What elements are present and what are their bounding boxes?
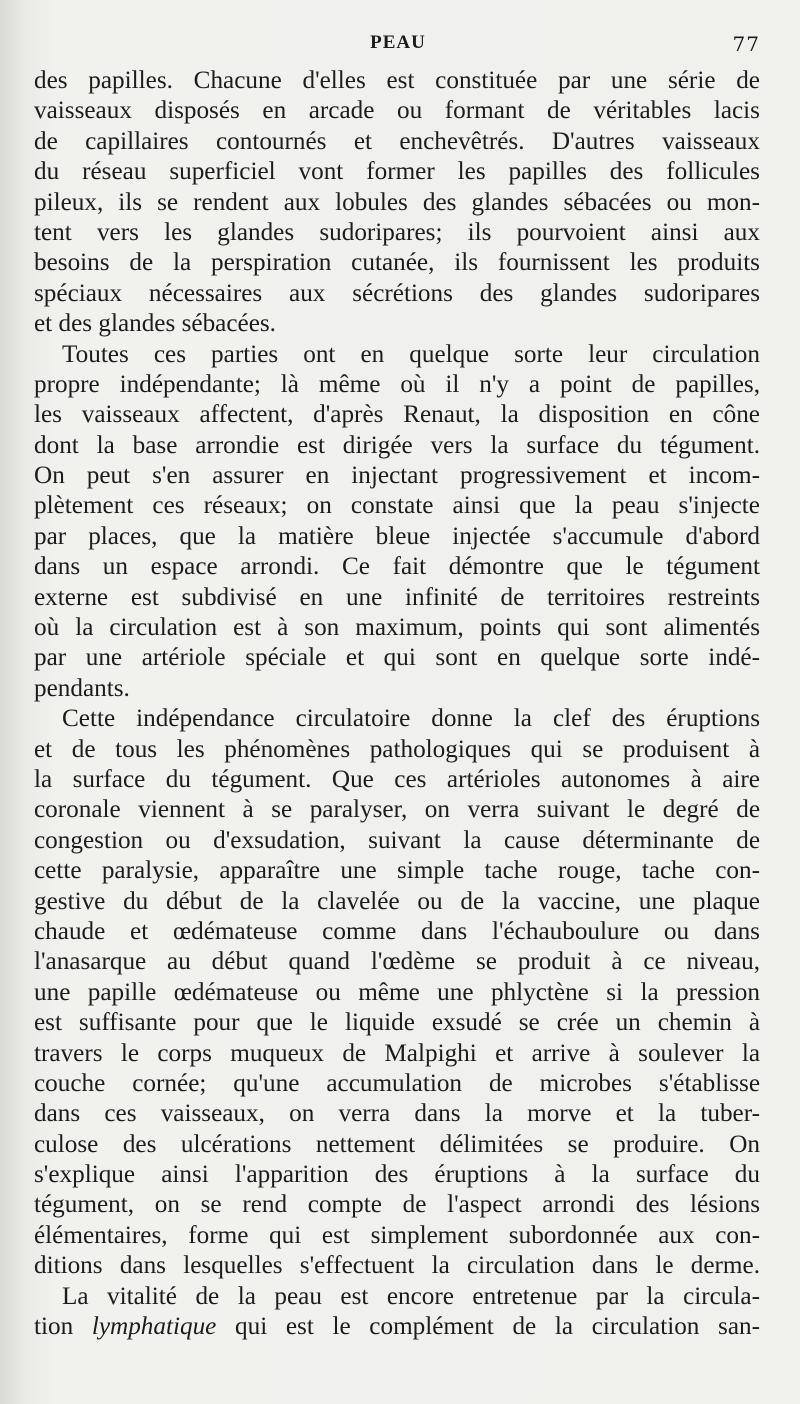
text-line: dans ces vaisseaux, on verra dans la morve et la tuber- [34,1100,760,1128]
text-line: pendants. [34,674,130,702]
text-line: et des glandes sébacées. [34,310,276,338]
text-line [34,1312,760,1342]
text-line: besoins de la perspiration cutanée, ils fournissent les produits [34,249,760,277]
text-line: et de tous les phénomènes pathologiques qui se produisent à [34,735,760,763]
text-line: travers le corps muqueux de Malpighi et arrive à soulever la [34,1039,760,1067]
text-line: est suffisante pour que le liquide exsudé se crée un chemin à [34,1009,760,1037]
text-line: élémentaires, forme qui est simplement subordonnée aux con- [34,1221,760,1249]
text-line: plètement ces réseaux; on constate ainsi que la peau s'injecte [34,492,760,520]
page-header [36,32,760,62]
text-line: l'anasarque au début quand l'œdème se produit à ce niveau, [34,948,760,976]
text-line: couche cornée; qu'une accumulation de microbes s'établisse [34,1069,760,1097]
text-line: tent vers les glandes sudoripares; ils pourvoient ainsi aux [34,218,760,246]
text-line: vaisseaux disposés en arcade ou formant de véritables lacis [34,97,760,125]
text-line: où la circulation est à son maximum, points qui sont alimentés [34,614,760,642]
text-line: propre indépendante; là même où il n'y a point de papilles, [34,370,760,398]
text-line: culose des ulcérations nettement délimitées se produire. On [34,1130,760,1158]
text-line: La vitalité de la peau est encore entretenue par la circula- [62,1282,760,1310]
text-line: externe est subdivisé en une infinité de territoires restreints [34,583,760,611]
text-line: de capillaires contournés et enchevêtrés. D'autres vaisseaux [34,127,760,155]
text-line: par une artériole spéciale et qui sont en quelque sorte indé- [34,644,760,672]
body-text [34,66,760,1342]
text-line: les vaisseaux affectent, d'après Renaut, la disposition en cône [34,401,760,429]
text-line: coronale viennent à se paralyser, on verra suivant le degré de [34,796,760,824]
text-line: Toutes ces parties ont en quelque sorte leur circulation [62,340,760,368]
text-line: pileux, ils se rendent aux lobules des glandes sébacées ou mon- [34,188,760,216]
text-line: du réseau superficiel vont former les papilles des follicules [34,158,760,186]
text-line: chaude et œdémateuse comme dans l'échauboulure ou dans [34,917,760,945]
text-segment: qui est le complément de la circulation san- [216,1313,760,1341]
text-line: On peut s'en assurer en injectant progressivement et incom- [34,462,760,490]
text-line: dans un espace arrondi. Ce fait démontre que le tégument [34,553,760,581]
text-line: des papilles. Chacune d'elles est constituée par une série de [34,67,760,94]
text-line: congestion ou d'exsudation, suivant la cause déterminante de [34,826,760,854]
text-line: cette paralysie, apparaître une simple tache rouge, tache con- [34,857,760,885]
text-line: la surface du tégument. Que ces artérioles autonomes à aire [34,765,760,793]
text-line: ditions dans lesquelles s'effectuent la circulation dans le derme. [34,1252,760,1280]
text-line: une papille œdémateuse ou même une phlyctène si la pression [34,978,760,1006]
text-line: par places, que la matière bleue injectée s'accumule d'abord [34,522,760,550]
text-line: spéciaux nécessaires aux sécrétions des glandes sudoripares [34,279,760,307]
page-number: 77 [732,32,760,56]
italic-term: lymphatique [91,1313,217,1341]
text-line: Cette indépendance circulatoire donne la clef des éruptions [62,705,760,733]
running-head: PEAU [370,32,426,53]
text-line: s'explique ainsi l'apparition des éruptions à la surface du [34,1161,760,1189]
text-line: gestive du début de la clavelée ou de la vaccine, une plaque [34,887,760,915]
text-segment: tion [34,1313,92,1341]
text-line: dont la base arrondie est dirigée vers la surface du tégument. [34,431,760,459]
text-line: tégument, on se rend compte de l'aspect arrondi des lésions [34,1191,760,1219]
